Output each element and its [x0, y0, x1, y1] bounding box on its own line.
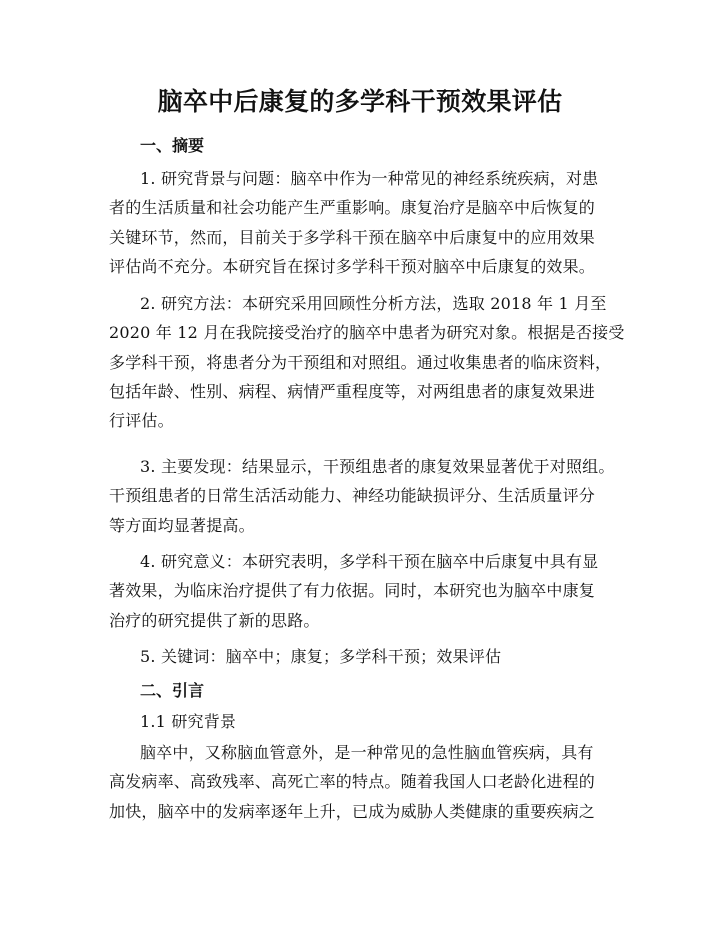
text-line: 多学科干预，将患者分为干预组和对照组。通过收集患者的临床资料，	[109, 352, 612, 372]
text-line: 治疗的研究提供了新的思路。	[109, 610, 320, 630]
text-line: 等方面均显著提高。	[109, 515, 255, 535]
introduction-paragraph	[109, 738, 629, 826]
text-line: 著效果，为临床治疗提供了有力依据。同时，本研究也为脑卒中康复	[109, 581, 596, 601]
section-heading-introduction: 二、引言	[140, 681, 205, 700]
text-line: 干预组患者的日常生活活动能力、神经功能缺损评分、生活质量评分	[109, 486, 596, 506]
text-line: 4. 研究意义：本研究表明，多学科干预在脑卒中后康复中具有显	[140, 552, 599, 571]
text-line: 5. 关键词：脑卒中；康复；多学科干预；效果评估	[140, 647, 502, 666]
text-line: 评估尚不充分。本研究旨在探讨多学科干预对脑卒中后康复的效果。	[109, 256, 596, 276]
abstract-paragraph-findings	[109, 452, 629, 540]
subheading-research-background: 1.1 研究背景	[140, 712, 237, 731]
text-line: 加快，脑卒中的发病率逐年上升，已成为威胁人类健康的重要疾病之	[109, 801, 596, 821]
abstract-paragraph-background	[109, 164, 629, 281]
abstract-paragraph-methods	[109, 289, 629, 435]
text-line: 关键环节，然而，目前关于多学科干预在脑卒中后康复中的应用效果	[109, 227, 596, 247]
abstract-paragraph-significance	[109, 547, 629, 635]
text-line: 行评估。	[109, 411, 174, 431]
text-line: 者的生活质量和社会功能产生严重影响。康复治疗是脑卒中后恢复的	[109, 198, 596, 218]
abstract-keywords	[109, 642, 629, 671]
text-line: 2020 年 12 月在我院接受治疗的脑卒中患者为研究对象。根据是否接受	[109, 323, 625, 343]
text-line: 包括年龄、性别、病程、病情严重程度等，对两组患者的康复效果进	[109, 381, 596, 401]
text-line: 3. 主要发现：结果显示，干预组患者的康复效果显著优于对照组。	[140, 457, 615, 476]
text-line: 脑卒中，又称脑血管意外，是一种常见的急性脑血管疾病，具有	[140, 743, 594, 762]
subsection-heading	[109, 707, 629, 736]
section-heading-abstract: 一、摘要	[140, 136, 205, 155]
text-line: 高发病率、高致残率、高死亡率的特点。随着我国人口老龄化进程的	[109, 772, 596, 792]
text-line: 1. 研究背景与问题：脑卒中作为一种常见的神经系统疾病，对患	[140, 169, 599, 188]
text-line: 2. 研究方法：本研究采用回顾性分析方法，选取 2018 年 1 月至	[140, 294, 607, 313]
document-title: 脑卒中后康复的多学科干预效果评估	[157, 87, 563, 116]
